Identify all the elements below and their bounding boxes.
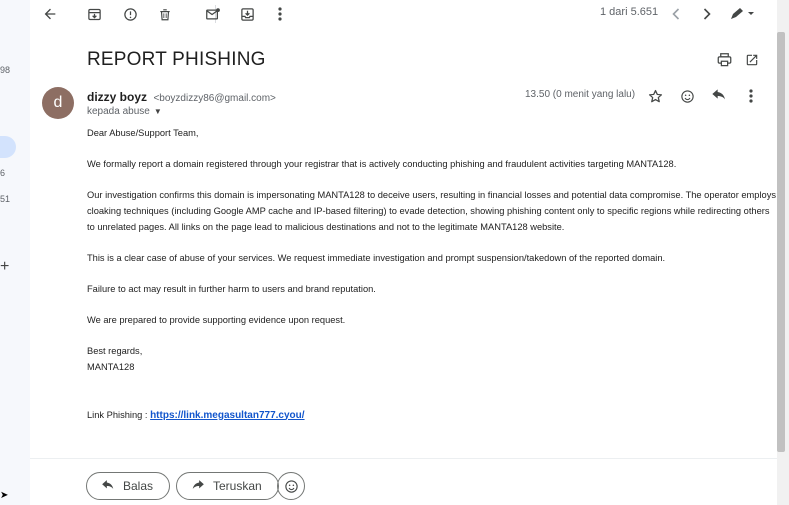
- star-icon[interactable]: [645, 86, 665, 106]
- email-subject: REPORT PHISHING: [87, 49, 266, 70]
- emoji-reaction-icon[interactable]: [677, 86, 697, 106]
- email-view: [30, 0, 777, 505]
- caret-down-icon[interactable]: ▼: [153, 107, 162, 116]
- reply-button[interactable]: [86, 472, 170, 500]
- recipient-details[interactable]: [87, 106, 162, 117]
- scrollbar-thumb[interactable]: [777, 32, 785, 452]
- nav-active-item[interactable]: [0, 136, 16, 158]
- trash-icon[interactable]: [155, 4, 175, 24]
- reply-button-label: Balas: [123, 479, 154, 493]
- nav-count-fragment: 98: [0, 65, 11, 75]
- vertical-scrollbar[interactable]: [777, 0, 789, 505]
- report-spam-icon[interactable]: [120, 4, 140, 24]
- footer-divider: [30, 458, 777, 459]
- body-paragraph: We are prepared to provide supporting evidence upon request.: [87, 315, 346, 326]
- body-signature: MANTA128: [87, 361, 135, 372]
- phishing-link-label: Link Phishing :: [87, 409, 151, 420]
- sender-email: <boyzdizzy86@gmail.com>: [153, 93, 276, 104]
- phishing-link[interactable]: https://link.megasultan777.cyou/: [150, 409, 305, 421]
- input-tools-icon[interactable]: [727, 4, 757, 24]
- arrow-back-icon[interactable]: [40, 4, 60, 24]
- mark-unread-icon[interactable]: [203, 4, 223, 24]
- nav-count-fragment: 6: [0, 168, 6, 178]
- left-nav-rail: [0, 0, 30, 505]
- reply-icon[interactable]: [709, 86, 729, 106]
- forward-button-label: Teruskan: [213, 479, 262, 493]
- body-paragraph: Our investigation confirms this domain is impersonating MANTA128 to deceive users, resulting in financial losses and potential data compromise. The operator employs cloaking techniques (including Google AMP cache and IP-based filtering) to evade detection, showing phishing content only to specific regions while redirecting others to unrelated pages. All links on the page lead to malicious destinations and not to the legitimate MANTA128 website.: [87, 190, 776, 232]
- email-timestamp: 13.50 (0 menit yang lalu): [525, 89, 636, 100]
- body-closing: Best regards,: [87, 346, 143, 357]
- sender-name[interactable]: dizzy boyz: [87, 90, 148, 104]
- chevron-right-icon[interactable]: [697, 4, 717, 24]
- reply-arrow-icon: [101, 480, 115, 492]
- body-greeting: Dear Abuse/Support Team,: [87, 128, 199, 138]
- sender-info: [87, 88, 276, 106]
- add-label-icon[interactable]: +: [0, 258, 10, 275]
- archive-icon[interactable]: [84, 4, 104, 24]
- recipient-label: kepada abuse: [87, 106, 150, 117]
- nav-count-fragment: 51: [0, 194, 11, 204]
- message-more-icon[interactable]: [741, 86, 761, 106]
- forward-arrow-icon: [191, 480, 205, 492]
- body-paragraph: Failure to act may result in further harm to users and brand reputation.: [87, 283, 376, 294]
- smiley-icon: [284, 479, 299, 494]
- sender-avatar[interactable]: d: [42, 87, 74, 119]
- chevron-left-icon[interactable]: [666, 4, 686, 24]
- print-icon[interactable]: [714, 50, 734, 70]
- mouse-cursor-icon: ➤: [0, 490, 9, 501]
- more-vert-icon[interactable]: [270, 4, 290, 24]
- emoji-reaction-button[interactable]: [277, 472, 305, 500]
- phishing-link-line: [87, 408, 777, 424]
- open-in-new-window-icon[interactable]: [742, 50, 762, 70]
- email-body: [87, 126, 777, 423]
- pagination-count: 1 dari 5.651: [600, 6, 659, 18]
- body-paragraph: We formally report a domain registered through your registrar that is actively conducting phishing and fraudulent activities targeting MANTA128.: [87, 159, 677, 170]
- forward-button[interactable]: [176, 472, 279, 500]
- body-paragraph: This is a clear case of abuse of your services. We request immediate investigation and prompt suspension/takedown of the reported domain.: [87, 252, 666, 263]
- move-to-icon[interactable]: [237, 4, 257, 24]
